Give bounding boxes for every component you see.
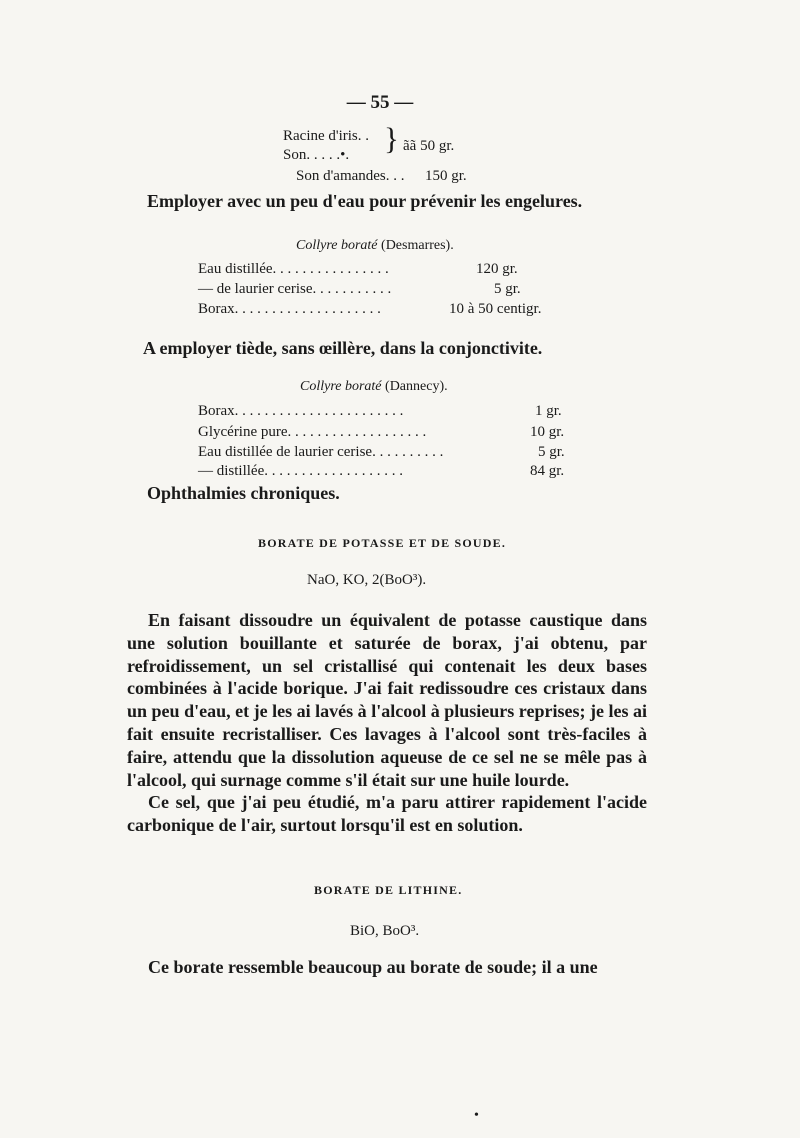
recipe2-author: (Desmarres). <box>381 238 454 253</box>
section-heading-lithine: BORATE DE LITHINE. <box>314 883 463 897</box>
recipe1-quantity-son-amandes: 150 gr. <box>425 168 467 184</box>
recipe2-quantity-1: 120 gr. <box>476 261 518 277</box>
recipe2-ingredient-1: Eau distillée. . . . . . . . . . . . . . . . <box>198 261 389 277</box>
recipe1-ingredient-son-amandes: Son d'amandes. . . <box>296 168 405 184</box>
footer-mark: • <box>474 1108 479 1123</box>
recipe3-title-text: Collyre boraté <box>300 379 382 394</box>
body-text-block-1 <box>127 609 647 837</box>
instruction-conjonctivite: A employer tiède, sans œillère, dans la conjonctivite. <box>143 338 543 358</box>
recipe2-quantity-2: 5 gr. <box>494 281 521 297</box>
recipe3-author: (Dannecy). <box>385 379 448 394</box>
brace-icon: } <box>384 121 399 156</box>
section-heading-potasse-soude: BORATE DE POTASSE ET DE SOUDE. <box>258 536 507 550</box>
recipe3-title <box>300 379 448 395</box>
note-ophthalmies: Ophthalmies chroniques. <box>147 483 340 503</box>
recipe2-title <box>296 238 454 254</box>
formula-lithine: BiO, BoO³. <box>350 923 420 939</box>
recipe3-quantity-3: 5 gr. <box>538 444 565 460</box>
recipe3-ingredient-3: Eau distillée de laurier cerise. . . . . . . . . . <box>198 444 444 460</box>
paragraph-potasse-soude: En faisant dissoudre un équivalent de potasse caustique dans une solution bouillante et saturée de borax, j'ai obtenu, par refroidissement, un sel cristallisé qui contenait les deux bases combinées à l'acide borique. J'ai fait redissoudre ces cristaux dans un peu d'eau, et je les ai lavés à l'alcool à plusieurs reprises; je les ai fait ensuite recristalliser. Ces lavages à l'alcool sont très-faciles à faire, attendu que la dissolution aqueuse de ce sel ne se mêle pas à l'alcool, qui surnage comme s'il était sur une huile lourde. <box>127 610 647 790</box>
recipe2-ingredient-2: — de laurier cerise. . . . . . . . . . . <box>198 281 392 297</box>
recipe3-quantity-4: 84 gr. <box>530 463 565 479</box>
recipe2-title-text: Collyre boraté <box>296 238 378 253</box>
instruction-engelures: Employer avec un peu d'eau pour prévenir les engelures. <box>147 191 583 211</box>
formula-potasse-soude: NaO, KO, 2(BoO³). <box>307 572 427 588</box>
recipe2-quantity-3: 10 à 50 centigr. <box>449 301 542 317</box>
page-number: — 55 — <box>346 92 414 113</box>
recipe1-ingredient-son: Son. . . . .•. <box>283 147 350 163</box>
recipe3-quantity-1: 1 gr. <box>535 403 562 419</box>
recipe3-quantity-2: 10 gr. <box>530 424 565 440</box>
recipe1-aa-quantity: ãã 50 gr. <box>403 138 455 154</box>
paragraph-acide-carbonique: Ce sel, que j'ai peu étudié, m'a paru attirer rapidement l'acide carbonique de l'air, surtout lorsqu'il est en solution. <box>127 792 647 836</box>
recipe3-ingredient-2: Glycérine pure. . . . . . . . . . . . . . . . . . . <box>198 424 427 440</box>
recipe3-ingredient-4: — distillée. . . . . . . . . . . . . . . . . . . <box>198 463 403 479</box>
recipe2-ingredient-3: Borax. . . . . . . . . . . . . . . . . . . . <box>198 301 381 317</box>
recipe3-ingredient-1: Borax. . . . . . . . . . . . . . . . . . . . . . . <box>198 403 404 419</box>
paragraph-lithine-start: Ce borate ressemble beaucoup au borate de soude; il a une <box>148 957 598 977</box>
recipe1-ingredient-racine: Racine d'iris. . <box>283 128 370 144</box>
